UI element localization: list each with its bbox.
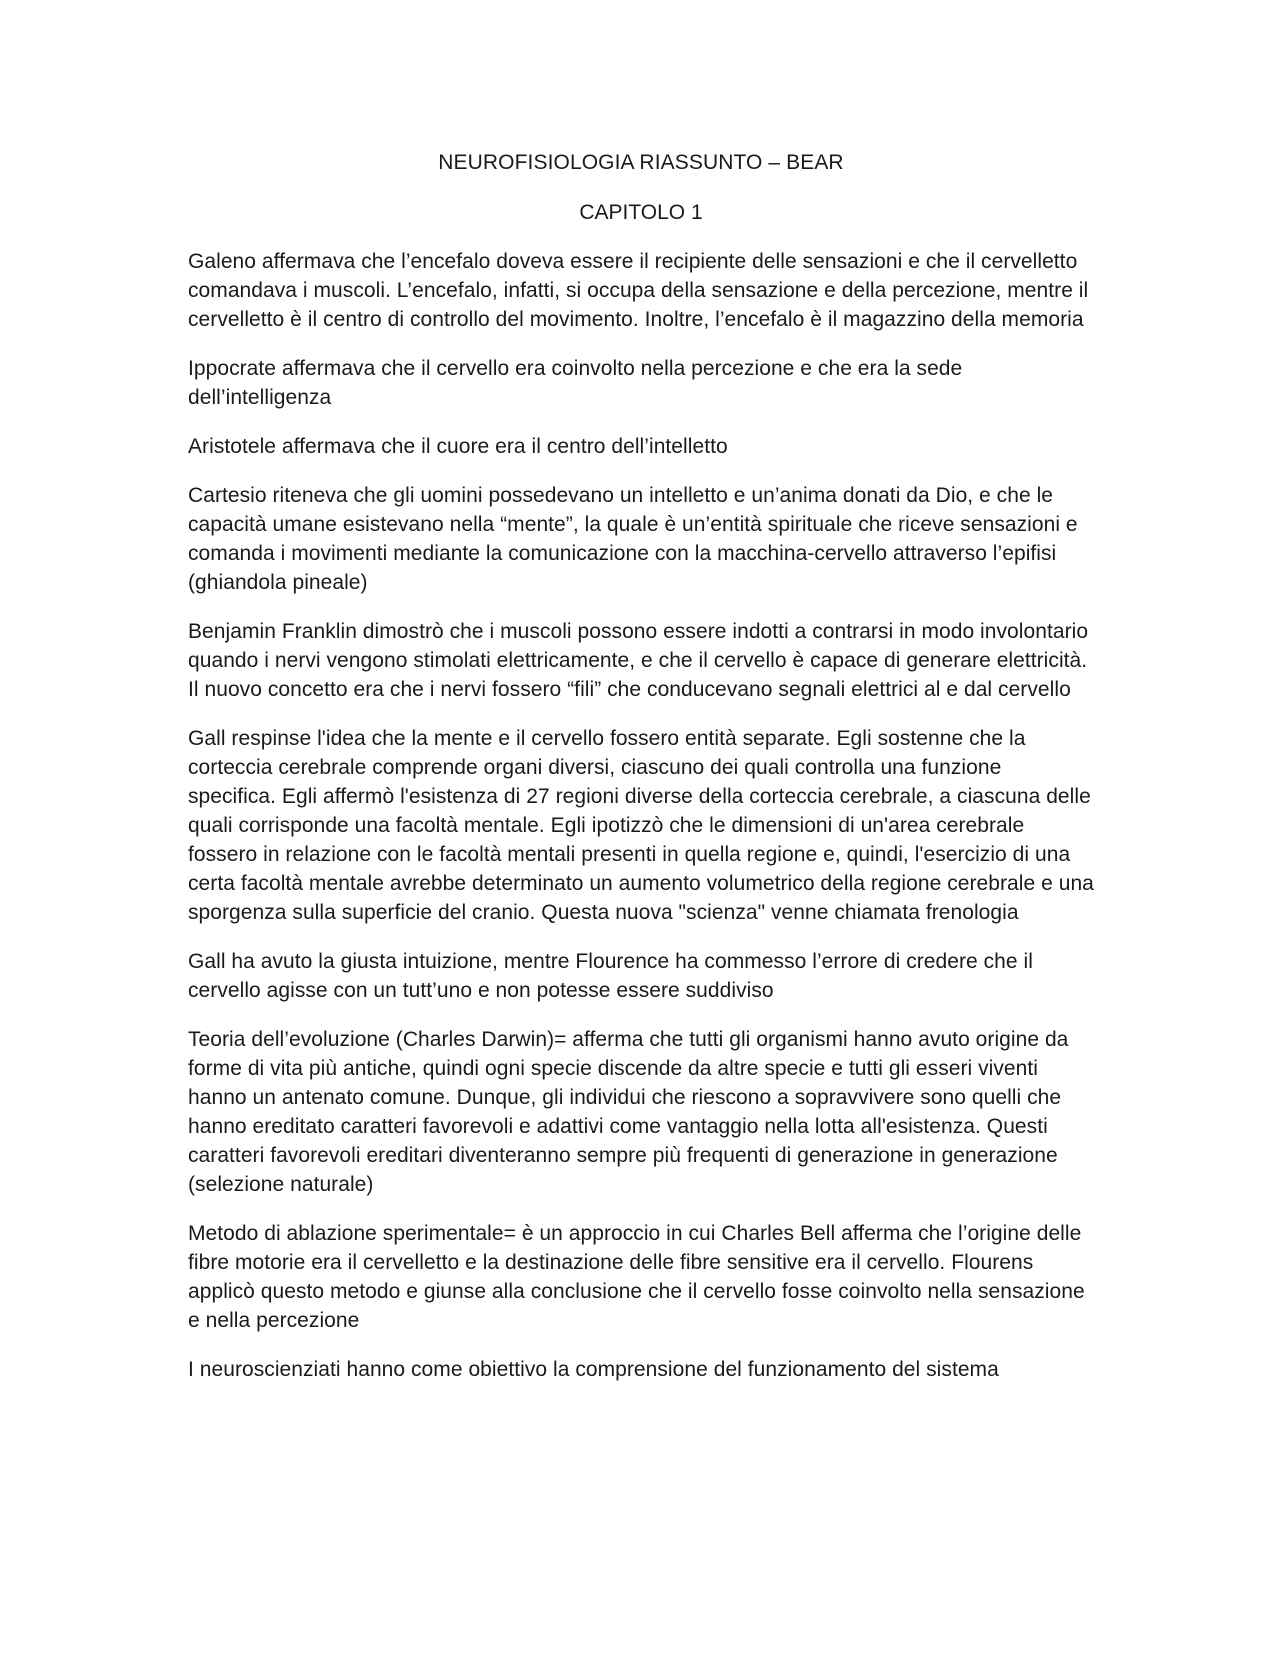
paragraph-gall-flourence: Gall ha avuto la giusta intuizione, mentre Flourence ha commesso l’errore di credere che il cervello agisse con un tutt’uno e non potesse essere suddiviso [188,950,1033,1002]
paragraph-cartesio: Cartesio riteneva che gli uomini possedevano un intelletto e un’anima donati da Dio, e che le capacità umane esistevano nella “mente”, la quale è un’entità spirituale che riceve sensazioni e comanda i movimenti mediante la comunicazione con la macchina-cervello attraverso l’epifisi (ghiandola pineale) [188,484,1078,594]
paragraph-ippocrate: Ippocrate affermava che il cervello era coinvolto nella percezione e che era la sede dell’intelligenza [188,357,963,409]
paragraph-ablazione: Metodo di ablazione sperimentale= è un approccio in cui Charles Bell afferma che l’origine delle fibre motorie era il cervelletto e la destinazione delle fibre sensitive era il cervello. Flourens applicò questo metodo e giunse alla conclusione che il cervello fosse coinvolto nella sensazione e nella percezione [188,1222,1085,1332]
paragraph-aristotele: Aristotele affermava che il cuore era il centro dell’intelletto [188,435,728,458]
paragraph-gall-frenologia: Gall respinse l'idea che la mente e il cervello fossero entità separate. Egli sostenne che la corteccia cerebrale comprende organi diversi, ciascuno dei quali controlla una funzione specifica. Egli affermò l'esistenza di 27 regioni diverse della corteccia cerebrale, a ciascuna delle quali corrisponde una facoltà mentale. Egli ipotizzò che le dimensioni di un'area cerebrale fossero in relazione con le facoltà mentali presenti in quella regione e, quindi, l'esercizio di una certa facoltà mentale avrebbe determinato un aumento volumetrico della regione cerebrale e una sporgenza sulla superficie del cranio. Questa nuova "scienza" venne chiamata frenologia [188,727,1094,924]
document-body [188,148,1094,1384]
chapter-heading: CAPITOLO 1 [579,201,703,224]
paragraph-galeno: Galeno affermava che l’encefalo doveva essere il recipiente delle sensazioni e che il cervelletto comandava i muscoli. L’encefalo, infatti, si occupa della sensazione e della percezione, mentre il cervelletto è il centro di controllo del movimento. Inoltre, l’encefalo è il magazzino della memoria [188,250,1089,331]
paragraph-darwin: Teoria dell’evoluzione (Charles Darwin)= afferma che tutti gli organismi hanno avuto origine da forme di vita più antiche, quindi ogni specie discende da altre specie e tutti gli esseri viventi hanno un antenato comune. Dunque, gli individui che riescono a sopravvivere sono quelli che hanno ereditato caratteri favorevoli e adattivi come vantaggio nella lotta all'esistenza. Questi caratteri favorevoli ereditari diventeranno sempre più frequenti di generazione in generazione (selezione naturale) [188,1028,1069,1196]
paragraph-franklin: Benjamin Franklin dimostrò che i muscoli possono essere indotti a contrarsi in modo involontario quando i nervi vengono stimolati elettricamente, e che il cervello è capace di generare elettricità. Il nuovo concetto era che i nervi fossero “fili” che conducevano segnali elettrici al e dal cervello [188,620,1089,701]
paragraph-neuroscienziati: I neuroscienziati hanno come obiettivo la comprensione del funzionamento del sistema [188,1358,999,1381]
document-title: NEUROFISIOLOGIA RIASSUNTO – BEAR [438,151,844,174]
